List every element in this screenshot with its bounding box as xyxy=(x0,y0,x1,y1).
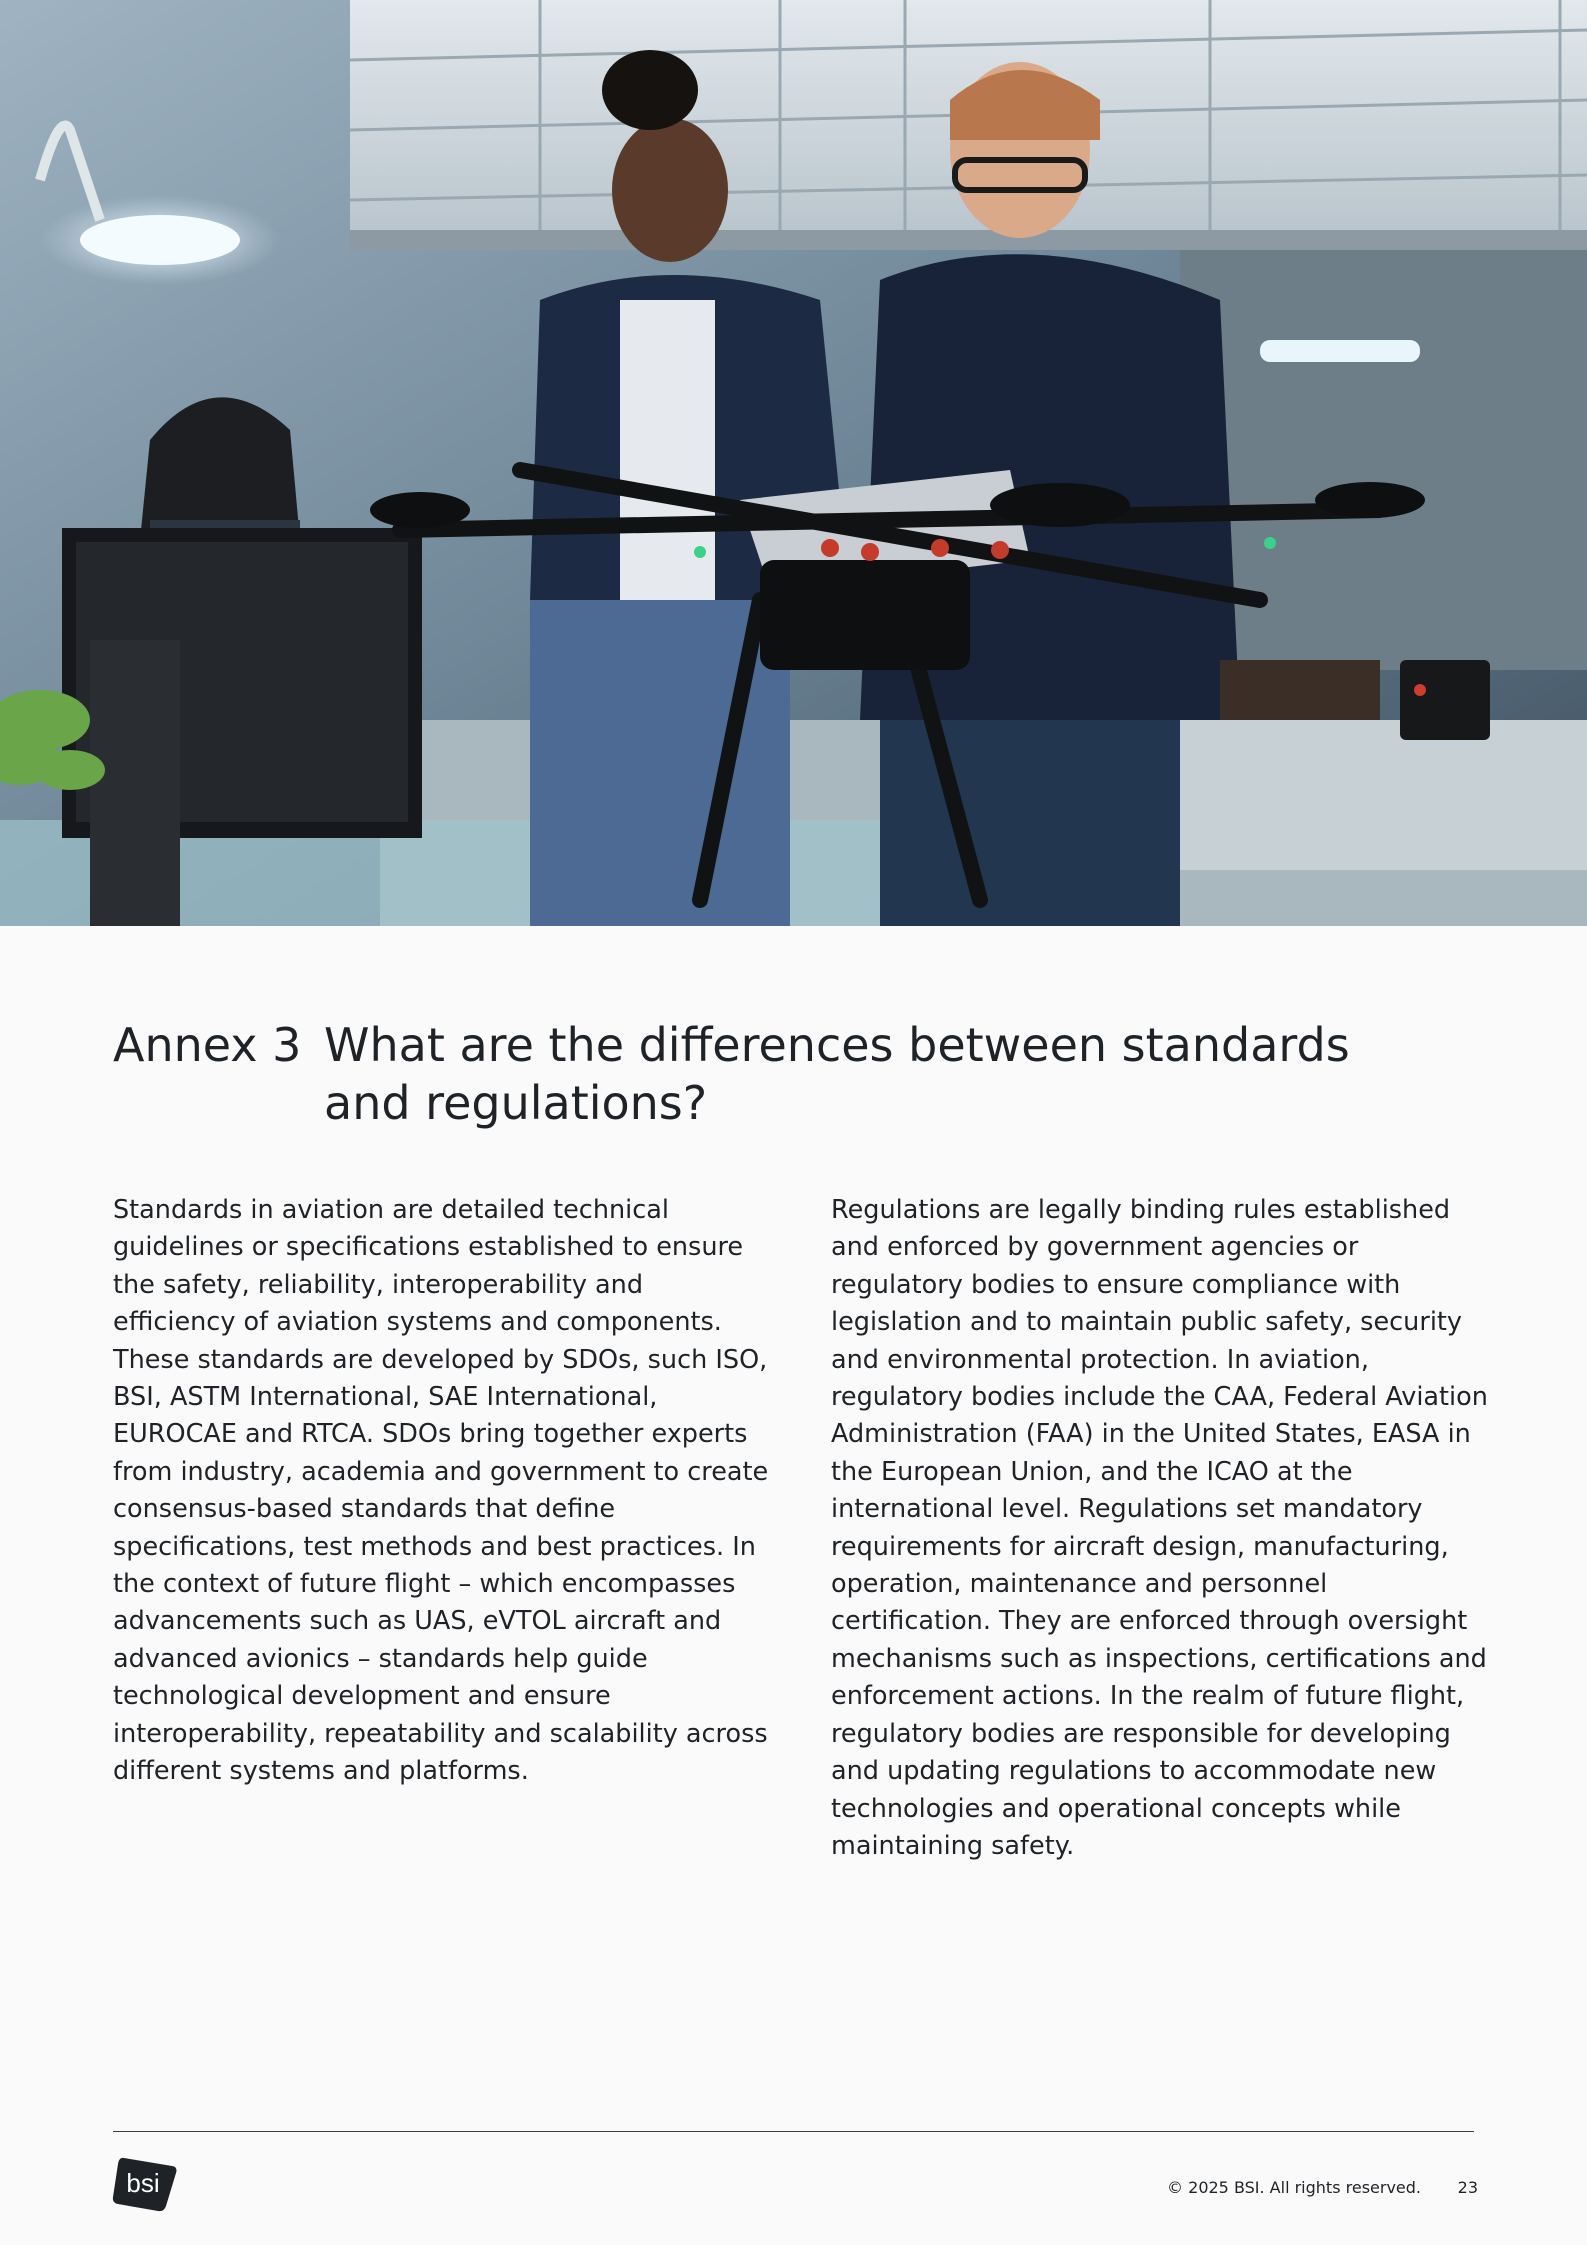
page-title: What are the differences between standards and regulations? xyxy=(324,1018,1350,1130)
hero-photo xyxy=(0,0,1587,926)
standards-paragraph: Standards in aviation are detailed technical guidelines or specifications established to ensure the safety, reliability, interoperability and efficiency of aviation systems and components. These standards are developed by SDOs, such ISO, BSI, ASTM International, SAE International, EUROCAE and RTCA. SDOs bring together experts from industry, academia and government to create consensus-based standards that define specifications, test methods and best practices. In the context of future flight – which encompasses advancements such as UAS, eVTOL aircraft and advanced avionics – standards help guide technological development and ensure interoperability, repeatability and scalability across different systems and platforms. xyxy=(113,1195,769,1787)
bsi-logo xyxy=(110,2152,180,2220)
logo-text: bsi xyxy=(126,2168,160,2198)
annex-label: Annex 3 xyxy=(113,1018,302,1072)
regulations-paragraph: Regulations are legally binding rules established and enforced by government agencies or regulatory bodies to ensure compliance with legislation and to maintain public safety, security and environmental protection. In aviation, regulatory bodies include the CAA, Federal Aviation Administration (FAA) in the United States, EASA in the European Union, and the ICAO at the international level. Regulations set mandatory requirements for aircraft design, manufacturing, operation, maintenance and personnel certification. They are enforced through oversight mechanisms such as inspections, certifications and enforcement actions. In the realm of future flight, regulatory bodies are responsible for developing and updating regulations to accommodate new technologies and operational concepts while maintaining safety. xyxy=(831,1195,1488,1861)
page-number: 23 xyxy=(1457,2178,1478,2197)
copyright-notice: © 2025 BSI. All rights reserved. xyxy=(1167,2178,1421,2197)
footer-divider xyxy=(113,2131,1474,2132)
